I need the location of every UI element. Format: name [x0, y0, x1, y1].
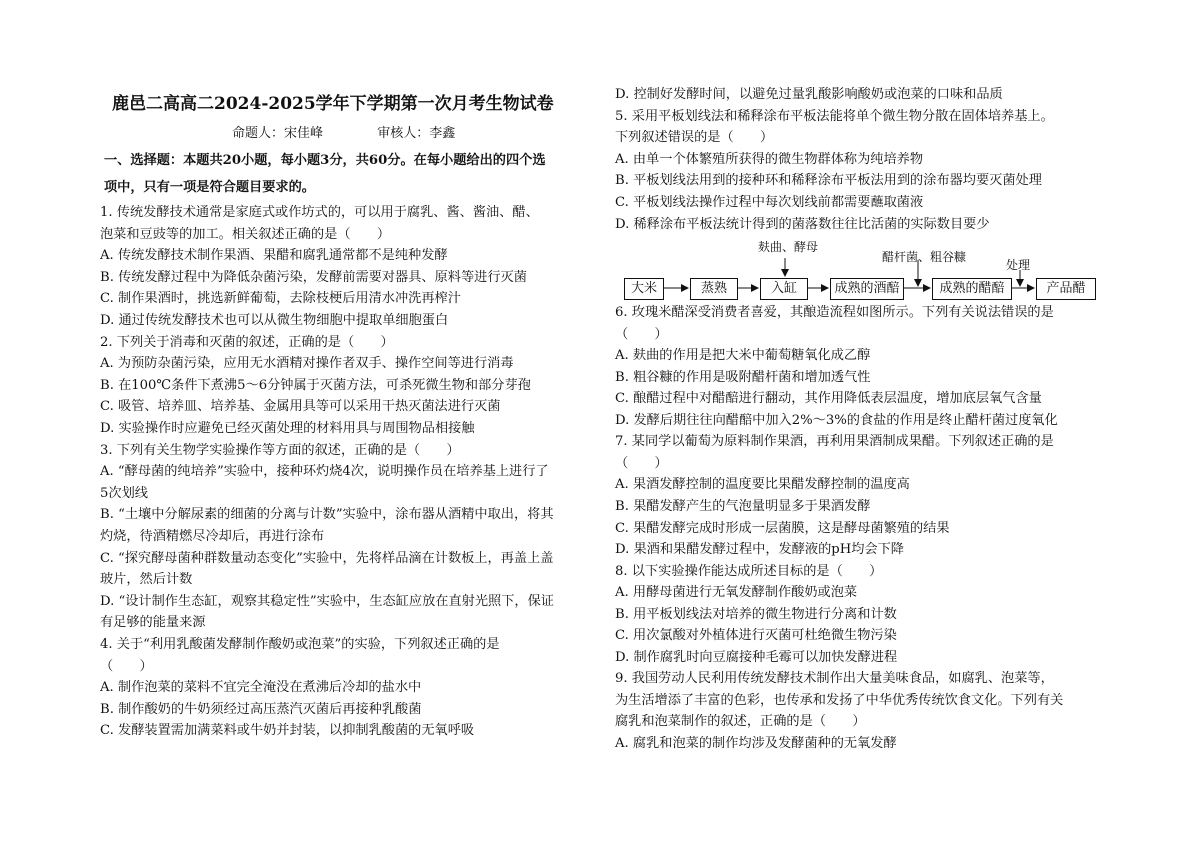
text-line: 9. 我国劳动人民利用传统发酵技术制作出大量美味食品，如腐乳、泡菜等， [615, 671, 1054, 687]
text-line: B. 用平板划线法对培养的微生物进行分离和计数 [615, 606, 897, 622]
text-line: C. 发酵装置需加满菜料或牛奶并封装，以抑制乳酸菌的无氧呼吸 [100, 723, 475, 739]
author-label: 命题人：宋佳峰 [232, 126, 324, 141]
text-line: 2. 下列关于消毒和灭菌的叙述，正确的是（ ） [100, 334, 394, 350]
section-heading-line1: 一、选择题：本题共20小题，每小题3分，共60分。在每小题给出的四个选 [104, 153, 546, 168]
text-line: D. 制作腐乳时向豆腐接种毛霉可以加快发酵进程 [615, 649, 898, 665]
text-line: （ ） [100, 658, 153, 674]
text-line: C. 酿醋过程中对醋醅进行翻动，其作用降低表层温度，增加底层氧气含量 [615, 391, 1042, 407]
text-line: D. 果酒和果醋发酵过程中，发酵液的pH均会下降 [615, 542, 904, 558]
section-heading-line2: 项中，只有一项是符合题目要求的。 [104, 180, 315, 195]
text-line: B. 制作酸奶的牛奶须经过高压蒸汽灭菌后再接种乳酸菌 [100, 701, 422, 717]
text-line: （ ） [615, 455, 668, 471]
text-line: 腐乳和泡菜制作的叙述，正确的是（ ） [615, 714, 866, 730]
text-line: 玻片，然后计数 [100, 572, 193, 588]
text-line: C. 制作果酒时，挑选新鲜葡萄，去除枝梗后用清水冲洗再榨汁 [100, 291, 461, 307]
text-line: 1. 传统发酵技术通常是家庭式或作坊式的，可以用于腐乳、酱、酱油、醋、 [100, 205, 539, 220]
text-line: B. “土壤中分解尿素的细菌的分离与计数”实验中，涂布器从酒精中取出，将其 [100, 507, 554, 523]
text-line: B. 粗谷糠的作用是吸附醋杆菌和增加透气性 [615, 369, 871, 385]
text-line: 泡菜和豆豉等的加工。相关叙述正确的是（ ） [100, 226, 391, 242]
text-line: D. 控制好发酵时间，以避免过量乳酸影响酸奶或泡菜的口味和品质 [615, 87, 1003, 102]
text-line: 7. 某同学以葡萄为原料制作果酒，再利用果酒制成果醋。下列叙述正确的是 [615, 434, 1054, 450]
label-acetic: 醋杆菌、粗谷糠 [882, 250, 967, 264]
text-line: A. 传统发酵技术制作果酒、果醋和腐乳通常都不是纯种发酵 [100, 248, 448, 264]
text-line: A. 腐乳和泡菜的制作均涉及发酵菌种的无氧发酵 [615, 736, 897, 751]
text-line: D. “设计制作生态缸，观察其稳定性”实验中，生态缸应放在直射光照下，保证 [100, 593, 554, 609]
text-line: 5. 采用平板划线法和稀释涂布平板法能将单个微生物分散在固体培养基上。 [615, 108, 1054, 124]
flow-box-steam: 蒸熟 [690, 278, 738, 300]
text-line: D. 通过传统发酵技术也可以从微生物细胞中提取单细胞蛋白 [100, 313, 449, 328]
exam-meta [232, 124, 455, 144]
text-line: A. 麸曲的作用是把大米中葡萄糖氧化成乙醇 [615, 348, 871, 364]
text-line: B. 传统发酵过程中为降低杂菌污染，发酵前需要对器具、原料等进行灭菌 [100, 269, 527, 285]
text-line: 灼烧，待酒精燃尽冷却后，再进行涂布 [100, 529, 325, 544]
text-line: B. 果醋发酵产生的气泡量明显多于果酒发酵 [615, 498, 871, 514]
label-process: 处理 [1006, 258, 1031, 272]
text-line: 为生活增添了丰富的色彩，也传承和发扬了中华优秀传统饮食文化。下列有关 [615, 692, 1064, 708]
text-line: A. 为预防杂菌污染，应用无水酒精对操作者双手、操作空间等进行消毒 [100, 356, 514, 372]
text-line: B. 平板划线法用到的接种环和稀释涂布平板法用到的涂布器均要灭菌处理 [615, 173, 1042, 189]
text-line: D. 稀释涂布平板法统计得到的菌落数往往比活菌的实际数目要少 [615, 216, 990, 232]
text-line: A. 果酒发酵控制的温度要比果醋发酵控制的温度高 [615, 477, 910, 493]
text-line: 6. 玫瑰米醋深受消费者喜爱，其酿造流程如图所示。下列有关说法错误的是 [615, 305, 1054, 320]
text-line: 4. 关于“利用乳酸菌发酵制作酸奶或泡菜”的实验，下列叙述正确的是 [100, 637, 500, 652]
text-line: C. “探究酵母菌种群数量动态变化”实验中，先将样品滴在计数板上，再盖上盖 [100, 550, 554, 566]
flow-box-wine-mash: 成熟的酒醅 [830, 278, 904, 300]
flow-box-vinegar-mash: 成熟的醋醅 [932, 278, 1012, 300]
text-line: C. 平板划线法操作过程中每次划线前都需要蘸取菌液 [615, 195, 924, 210]
flow-box-product: 产品醋 [1036, 278, 1096, 300]
text-line: 有足够的能量来源 [100, 615, 206, 631]
text-line: A. “酵母菌的纯培养”实验中，接种环灼烧4次，说明操作员在培养基上进行了 [100, 464, 549, 480]
text-line: 下列叙述错误的是（ ） [615, 130, 774, 146]
text-line: A. 用酵母菌进行无氧发酵制作酸奶或泡菜 [615, 585, 858, 601]
text-line: D. 实验操作时应避免已经灭菌处理的材料用具与周围物品相接触 [100, 421, 475, 436]
exam-title: 鹿邑二高高二2024-2025学年下学期第一次月考生物试卷 [112, 94, 554, 114]
text-line: C. 吸管、培养皿、培养基、金属用具等可以采用干热灭菌法进行灭菌 [100, 399, 501, 415]
flow-box-jar: 入缸 [760, 278, 808, 300]
text-line: A. 由单一个体繁殖所获得的微生物群体称为纯培养物 [615, 151, 924, 167]
text-line: （ ） [615, 326, 668, 342]
text-line: B. 在100℃条件下煮沸5～6分钟属于灭菌方法，可杀死微生物和部分芽孢 [100, 377, 531, 393]
reviewer-label: 审核人：李鑫 [377, 126, 456, 141]
text-line: D. 发酵后期往往向醋醅中加入2%～3%的食盐的作用是终止醋杆菌过度氧化 [615, 412, 1058, 428]
text-line: A. 制作泡菜的菜料不宜完全淹没在煮沸后冷却的盐水中 [100, 680, 422, 696]
text-line: C. 果醋发酵完成时形成一层菌膜，这是酵母菌繁殖的结果 [615, 520, 950, 536]
label-yeast: 麸曲、酵母 [758, 240, 819, 254]
text-line: C. 用次氯酸对外植体进行灭菌可杜绝微生物污染 [615, 628, 897, 644]
vinegar-flowchart [620, 236, 1100, 306]
text-line: 8. 以下实验操作能达成所述目标的是（ ） [615, 563, 883, 579]
text-line: 3. 下列有关生物学实验操作等方面的叙述，正确的是（ ） [100, 442, 460, 458]
text-line: 5次划线 [100, 485, 148, 501]
flow-box-rice: 大米 [624, 278, 664, 300]
